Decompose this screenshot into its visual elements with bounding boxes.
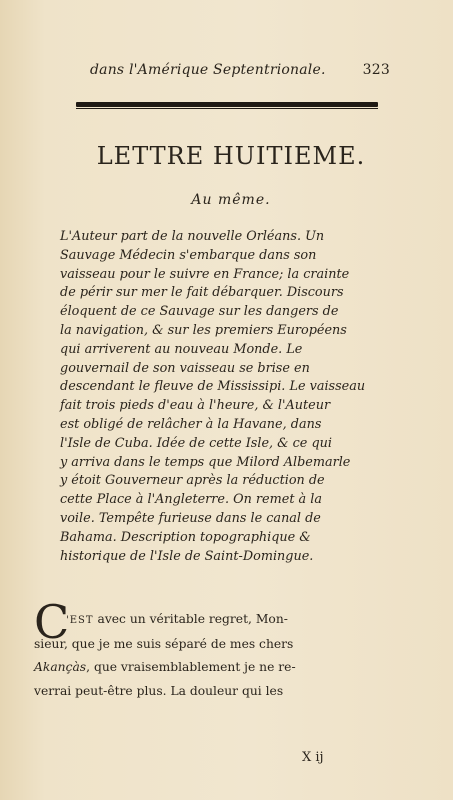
letter-subheading: Au même.	[191, 192, 271, 208]
chapter-summary	[60, 228, 375, 566]
summary-line: vaisseau pour le suivre en France; la crainte	[60, 266, 350, 282]
letter-title: LETTRE HUITIEME.	[96, 142, 366, 170]
summary-line: Bahama. Description topographique &	[60, 529, 311, 545]
body-line: sieur, que je me suis séparé de mes chers	[34, 636, 294, 651]
summary-line: y arriva dans le temps que Milord Albemarle	[60, 454, 351, 470]
summary-line: descendant le fleuve de Mississipi. Le vaisseau	[60, 379, 366, 395]
page-number: 323	[362, 62, 390, 78]
decorative-rule	[76, 102, 378, 107]
summary-line: est obligé de relâcher à la Havane, dans	[60, 416, 322, 432]
body-text-segment: avec un véritable regret, Mon-	[93, 612, 288, 626]
summary-line: l'Isle de Cuba. Idée de cette Isle, & ce qui	[60, 435, 332, 451]
body-line	[34, 656, 364, 680]
summary-line: fait trois pieds d'eau à l'heure, & l'Auteur	[60, 398, 331, 414]
italic-word: Akançàs	[34, 660, 87, 674]
summary-line: voile. Tempête furieuse dans le canal de	[60, 510, 321, 526]
body-line	[66, 608, 364, 633]
summary-line: de périr sur mer le fait débarquer. Discours	[60, 285, 344, 301]
signature-mark: X ij	[302, 750, 324, 765]
small-caps-word: 'EST	[66, 615, 94, 626]
letter-body	[34, 595, 364, 703]
summary-line: gouvernail de son vaisseau se brise en	[60, 360, 310, 376]
summary-line: la navigation, & sur les premiers Européens	[60, 322, 347, 338]
summary-line: y étoit Gouverneur après la réduction de	[60, 473, 325, 489]
summary-line: éloquent de ce Sauvage sur les dangers de	[60, 304, 339, 320]
summary-line: Sauvage Médecin s'embarque dans son	[60, 247, 317, 263]
drop-cap: C	[34, 595, 70, 649]
body-line: verrai peut-être plus. La douleur qui les	[34, 683, 284, 698]
summary-line: cette Place à l'Angleterre. On remet à la	[60, 492, 322, 508]
summary-line: L'Auteur part de la nouvelle Orléans. Un	[60, 229, 325, 244]
summary-line: historique de l'Isle de Saint-Domingue.	[60, 548, 314, 564]
body-text-segment: , que vraisemblablement je ne re-	[86, 660, 296, 674]
running-head: dans l'Amérique Septentrionale.	[90, 62, 326, 78]
summary-line: qui arriverent au nouveau Monde. Le	[60, 341, 303, 357]
page-header	[70, 62, 390, 82]
